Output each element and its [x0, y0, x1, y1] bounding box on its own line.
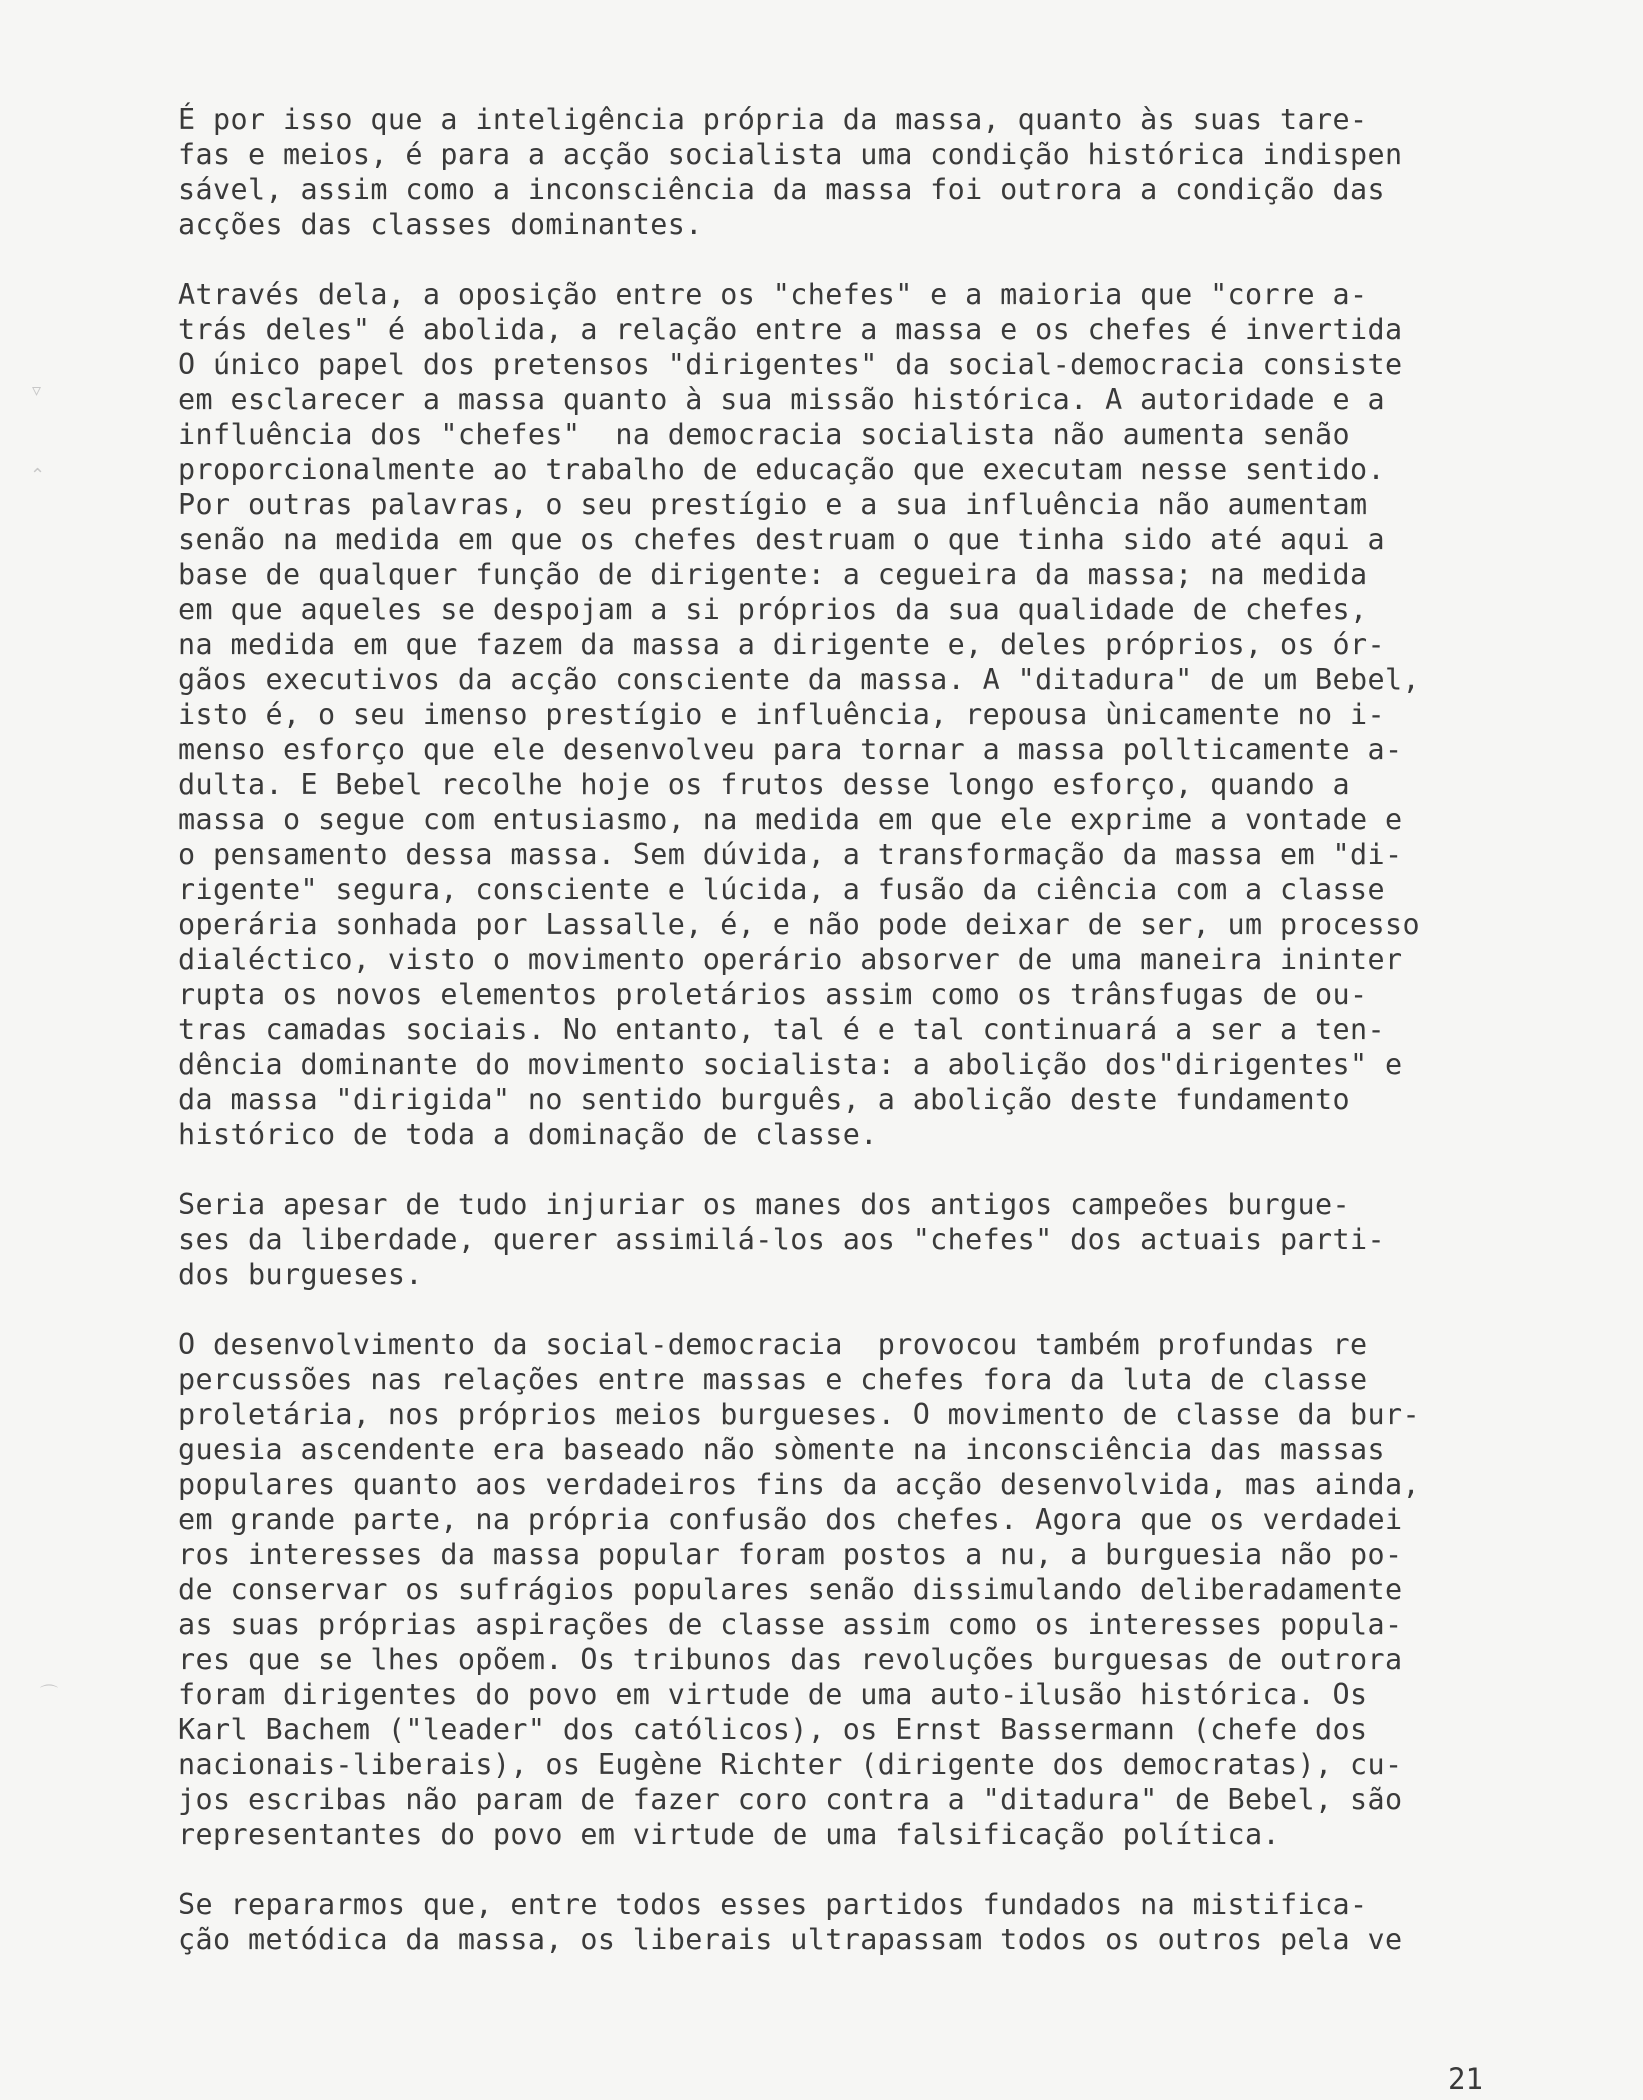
text-line: fas e meios, é para a acção socialista uma condição histórica indispen	[178, 138, 1403, 171]
paragraph	[178, 277, 1578, 1152]
text-line: isto é, o seu imenso prestígio e influência, repousa ùnicamente no i-	[178, 698, 1385, 731]
text-line: proporcionalmente ao trabalho de educação que executam nesse sentido.	[178, 453, 1385, 486]
text-line: menso esforço que ele desenvolveu para tornar a massa pollticamente a-	[178, 733, 1403, 766]
text-line: jos escribas não param de fazer coro contra a "ditadura" de Bebel, são	[178, 1783, 1403, 1816]
text-line: histórico de toda a dominação de classe.	[178, 1118, 878, 1151]
text-line: tras camadas sociais. No entanto, tal é e tal continuará a ser a ten-	[178, 1013, 1385, 1046]
text-line: populares quanto aos verdadeiros fins da acção desenvolvida, mas ainda,	[178, 1468, 1420, 1501]
body-text	[178, 102, 1578, 1957]
text-line: em que aqueles se despojam a si próprios da sua qualidade de chefes,	[178, 593, 1368, 626]
paragraph	[178, 102, 1578, 242]
text-line: proletária, nos próprios meios burgueses. O movimento de classe da bur-	[178, 1398, 1420, 1431]
text-line: guesia ascendente era baseado não sòmente na inconsciência das massas	[178, 1433, 1385, 1466]
text-line: representantes do povo em virtude de uma falsificação política.	[178, 1818, 1281, 1851]
text-line: res que se lhes opõem. Os tribunos das revoluções burguesas de outrora	[178, 1643, 1403, 1676]
text-line: O único papel dos pretensos "dirigentes" da social-democracia consiste	[178, 348, 1403, 381]
text-line: dos burgueses.	[178, 1258, 423, 1291]
text-line: rigente" segura, consciente e lúcida, a fusão da ciência com a classe	[178, 873, 1385, 906]
paragraph	[178, 1187, 1578, 1292]
text-line: rupta os novos elementos proletários assim como os trânsfugas de ou-	[178, 978, 1368, 1011]
text-line: ses da liberdade, querer assimilá-los aos "chefes" dos actuais parti-	[178, 1223, 1385, 1256]
text-line: trás deles" é abolida, a relação entre a massa e os chefes é invertida	[178, 313, 1403, 346]
text-line: sável, assim como a inconsciência da massa foi outrora a condição das	[178, 173, 1385, 206]
text-line: base de qualquer função de dirigente: a cegueira da massa; na medida	[178, 558, 1368, 591]
text-line: ros interesses da massa popular foram postos a nu, a burguesia não po-	[178, 1538, 1403, 1571]
paragraph	[178, 1887, 1578, 1957]
text-line: as suas próprias aspirações de classe assim como os interesses popula-	[178, 1608, 1403, 1641]
text-line: acções das classes dominantes.	[178, 208, 703, 241]
margin-smudge: ▿	[32, 380, 42, 401]
paragraph	[178, 1327, 1578, 1852]
text-line: dialéctico, visto o movimento operário absorver de uma maneira ininter	[178, 943, 1403, 976]
text-line: influência dos "chefes" na democracia socialista não aumenta senão	[178, 418, 1351, 451]
text-line: ção metódica da massa, os liberais ultrapassam todos os outros pela ve	[178, 1923, 1403, 1956]
text-line: na medida em que fazem da massa a dirigente e, deles próprios, os ór-	[178, 628, 1385, 661]
text-line: dência dominante do movimento socialista: a abolição dos"dirigentes" e	[178, 1048, 1403, 1081]
text-line: massa o segue com entusiasmo, na medida em que ele exprime a vontade e	[178, 803, 1403, 836]
text-line: Através dela, a oposição entre os "chefes" e a maioria que "corre a-	[178, 278, 1368, 311]
text-line: É por isso que a inteligência própria da massa, quanto às suas tare-	[178, 103, 1368, 136]
text-line: foram dirigentes do povo em virtude de uma auto-ilusão histórica. Os	[178, 1678, 1368, 1711]
text-line: dulta. E Bebel recolhe hoje os frutos desse longo esforço, quando a	[178, 768, 1351, 801]
text-line: Seria apesar de tudo injuriar os manes dos antigos campeões burgue-	[178, 1188, 1351, 1221]
text-line: percussões nas relações entre massas e chefes fora da luta de classe	[178, 1363, 1368, 1396]
margin-smudge: ⌒	[40, 1684, 58, 1705]
text-line: gãos executivos da acção consciente da massa. A "ditadura" de um Bebel,	[178, 663, 1420, 696]
text-line: Por outras palavras, o seu prestígio e a sua influência não aumentam	[178, 488, 1368, 521]
margin-smudge: ⌃	[30, 465, 46, 486]
text-line: da massa "dirigida" no sentido burguês, a abolição deste fundamento	[178, 1083, 1351, 1116]
text-line: Se repararmos que, entre todos esses partidos fundados na mistifica-	[178, 1888, 1368, 1921]
text-line: de conservar os sufrágios populares senão dissimulando deliberadamente	[178, 1573, 1403, 1606]
text-line: operária sonhada por Lassalle, é, e não pode deixar de ser, um processo	[178, 908, 1420, 941]
text-line: senão na medida em que os chefes destruam o que tinha sido até aqui a	[178, 523, 1385, 556]
text-line: o pensamento dessa massa. Sem dúvida, a transformação da massa em "di-	[178, 838, 1403, 871]
text-line: nacionais-liberais), os Eugène Richter (dirigente dos democratas), cu-	[178, 1748, 1403, 1781]
text-line: em esclarecer a massa quanto à sua missão histórica. A autoridade e a	[178, 383, 1385, 416]
page-number: 21	[1448, 2062, 1483, 2096]
text-line: em grande parte, na própria confusão dos chefes. Agora que os verdadei	[178, 1503, 1403, 1536]
text-line: Karl Bachem ("leader" dos católicos), os Ernst Bassermann (chefe dos	[178, 1713, 1368, 1746]
text-line: O desenvolvimento da social-democracia provocou também profundas re	[178, 1328, 1368, 1361]
